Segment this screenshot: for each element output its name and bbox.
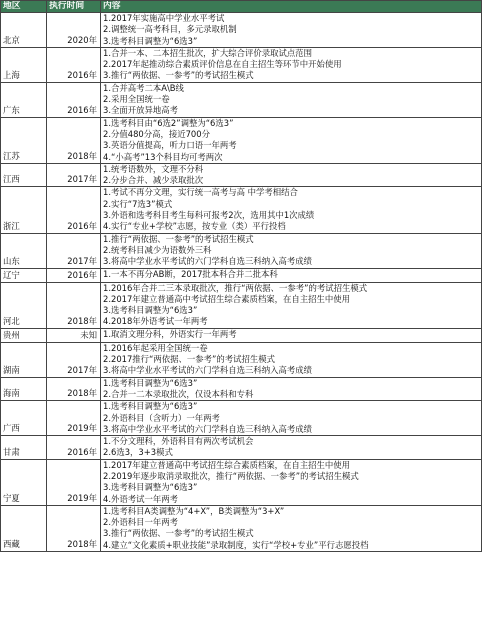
region-cell: 贵州: [1, 328, 47, 342]
reform-item: 1.推行“两依据、一参考”的考试招生模式: [103, 233, 254, 244]
region-cell: 宁夏: [1, 459, 47, 505]
table-row: [1, 117, 482, 163]
region-cell: 广东: [1, 82, 47, 117]
table-body: [1, 13, 482, 552]
content-cell: [101, 268, 482, 282]
reform-item: 2.统考科目减少为语数外三科: [103, 244, 212, 255]
reform-item: 4.2018年外语考试一年两考: [103, 316, 208, 327]
header-content: 内容: [101, 1, 482, 13]
content-cell: [101, 282, 482, 328]
table-row: [1, 342, 482, 377]
reform-item: 1.选考科目由“6选2”调整为“6选3”: [103, 117, 234, 128]
reform-item: 2.分步合并、减少录取批次: [103, 175, 204, 186]
reform-item: 3.选考科目调整为“6选3”: [103, 482, 198, 493]
reform-item: 1.2017年实施高中学业水平考试: [103, 13, 225, 23]
region-cell: 河北: [1, 282, 47, 328]
region-cell: 山东: [1, 233, 47, 268]
reform-item: 2.2017推行“两依据、一参考”的考试招生模式: [103, 354, 275, 365]
content-cell: [101, 342, 482, 377]
region-cell: 海南: [1, 377, 47, 401]
content-cell: [101, 459, 482, 505]
content-cell: [101, 163, 482, 187]
reform-item: 2.分值480分高，接近700分: [103, 128, 210, 139]
year-cell: 2018年: [47, 117, 101, 163]
reform-item: 1.取消文理分科，外语实行一年两考: [103, 328, 237, 339]
reform-item: 1.统考语数外，文理不分科: [103, 163, 204, 174]
reform-item: 3.将高中学业水平考试的六门学科自选三科纳入高考成绩: [103, 256, 312, 267]
reform-item: 4.实行“专业+学校”志愿，按专业（类）平行投档: [103, 221, 286, 232]
reform-item: 1.考试不再分文理，实行统一高考与高 中学考相结合: [103, 187, 298, 198]
reform-item: 3.全面开放异地高考: [103, 105, 178, 116]
year-cell: 2016年: [47, 187, 101, 233]
region-cell: 北京: [1, 13, 47, 48]
content-cell: [101, 117, 482, 163]
table-row: [1, 82, 482, 117]
reform-item: 3.将高中学业水平考试的六门学科自选三科纳入高考成绩: [103, 423, 312, 434]
year-cell: 2016年: [47, 436, 101, 460]
year-cell: 2016年: [47, 82, 101, 117]
region-cell: 上海: [1, 47, 47, 82]
region-cell: 甘肃: [1, 436, 47, 460]
content-cell: [101, 401, 482, 436]
reform-item: 1.2017年建立普通高中考试招生综合素质档案，在自主招生中使用: [103, 459, 351, 470]
content-cell: [101, 505, 482, 551]
reform-item: 3.将高中学业水平考试的六门学科自选三科纳入高考成绩: [103, 365, 312, 376]
year-cell: 2017年: [47, 342, 101, 377]
table-row: [1, 187, 482, 233]
reform-item: 1.选考科目调整为“6选3”: [103, 401, 198, 412]
reform-item: 2.6选3，3+3模式: [103, 447, 173, 458]
reform-item: 1.不分文理科，外语科目有两次考试机会: [103, 436, 254, 447]
table-row: [1, 233, 482, 268]
year-cell: 2016年: [47, 47, 101, 82]
table-row: [1, 163, 482, 187]
reform-item: 2.2017年建立普通高中考试招生综合素质档案，在自主招生中使用: [103, 293, 351, 304]
header-year: 执行时间: [47, 1, 101, 13]
reform-item: 3.选考科目调整为“6选3”: [103, 305, 198, 316]
reform-item: 2.实行“7选3”模式: [103, 198, 173, 209]
content-cell: [101, 13, 482, 48]
content-cell: [101, 82, 482, 117]
reform-item: 2.合并一二本录取批次，仅设本科和专科: [103, 388, 254, 399]
reform-item: 2.2017年起推动综合素质评价信息在自主招生等环节中开始使用: [103, 59, 342, 70]
reform-item: 1.一本不再分AB断，2017批本科合并二批本科: [103, 268, 278, 279]
year-cell: 2018年: [47, 377, 101, 401]
table-row: [1, 436, 482, 460]
reform-item: 4.建立“文化素质+职业技能”录取制度，实行“学校+专业”平行志愿投档: [103, 539, 369, 550]
reform-item: 3.外语和选考科目考生每科可报考2次，选用其中1次成绩: [103, 210, 315, 221]
year-cell: 2018年: [47, 505, 101, 551]
reform-item: 1.选考科目A类调整为“4+X”，B类调整为“3+X”: [103, 505, 285, 516]
region-cell: 辽宁: [1, 268, 47, 282]
content-cell: [101, 187, 482, 233]
region-cell: 广西: [1, 401, 47, 436]
reform-item: 3.选考科目调整为“6选3”: [103, 35, 198, 46]
year-cell: 2016年: [47, 268, 101, 282]
region-cell: 江西: [1, 163, 47, 187]
table-row: [1, 401, 482, 436]
reform-item: 1.合并一本、二本招生批次，扩大综合评价录取试点范围: [103, 47, 312, 58]
reform-item: 3.推行“两依据、一参考”的考试招生模式: [103, 70, 254, 81]
year-cell: 2017年: [47, 163, 101, 187]
content-cell: [101, 233, 482, 268]
reform-item: 2.外语科目一年两考: [103, 517, 178, 528]
reform-item: 2.外语科目（含听力）一年两考: [103, 412, 220, 423]
content-cell: [101, 377, 482, 401]
content-cell: [101, 47, 482, 82]
region-cell: 浙江: [1, 187, 47, 233]
table-row: [1, 377, 482, 401]
year-cell: 2020年: [47, 13, 101, 48]
table-header: [1, 1, 482, 13]
table-row: [1, 459, 482, 505]
reform-item: 2.采用全国统一卷: [103, 94, 170, 105]
region-cell: 江苏: [1, 117, 47, 163]
year-cell: 未知: [47, 328, 101, 342]
reform-item: 2.调整统一高考科目，多元录取机制: [103, 24, 237, 35]
reform-item: 2.2019年逐步取消录取批次，推行“两依据、一参考”的考试招生模式: [103, 470, 359, 481]
year-cell: 2019年: [47, 459, 101, 505]
year-cell: 2017年: [47, 233, 101, 268]
reform-item: 3.英语分值提高，听力口语一年两考: [103, 140, 237, 151]
reform-item: 4.“小高考”13个科目均可考两次: [103, 151, 223, 162]
region-cell: 西藏: [1, 505, 47, 551]
content-cell: [101, 328, 482, 342]
table-row: [1, 328, 482, 342]
year-cell: 2019年: [47, 401, 101, 436]
content-cell: [101, 436, 482, 460]
reform-item: 4.外语考试一年两考: [103, 493, 178, 504]
table-row: [1, 268, 482, 282]
table-row: [1, 13, 482, 48]
reform-item: 1.合并高考二本A\B线: [103, 82, 184, 93]
header-region: 地区: [1, 1, 47, 13]
table-row: [1, 47, 482, 82]
header-row: [1, 1, 482, 13]
reform-item: 1.2016年起采用全国统一卷: [103, 342, 208, 353]
table-row: [1, 282, 482, 328]
reform-item: 1.选考科目调整为“6选3”: [103, 377, 198, 388]
table-row: [1, 505, 482, 551]
year-cell: 2018年: [47, 282, 101, 328]
reform-item: 1.2016年合并二三本录取批次，推行“两依据、一参考”的考试招生模式: [103, 282, 368, 293]
region-cell: 湖南: [1, 342, 47, 377]
reform-item: 3.推行“两依据、一参考”的考试招生模式: [103, 528, 254, 539]
